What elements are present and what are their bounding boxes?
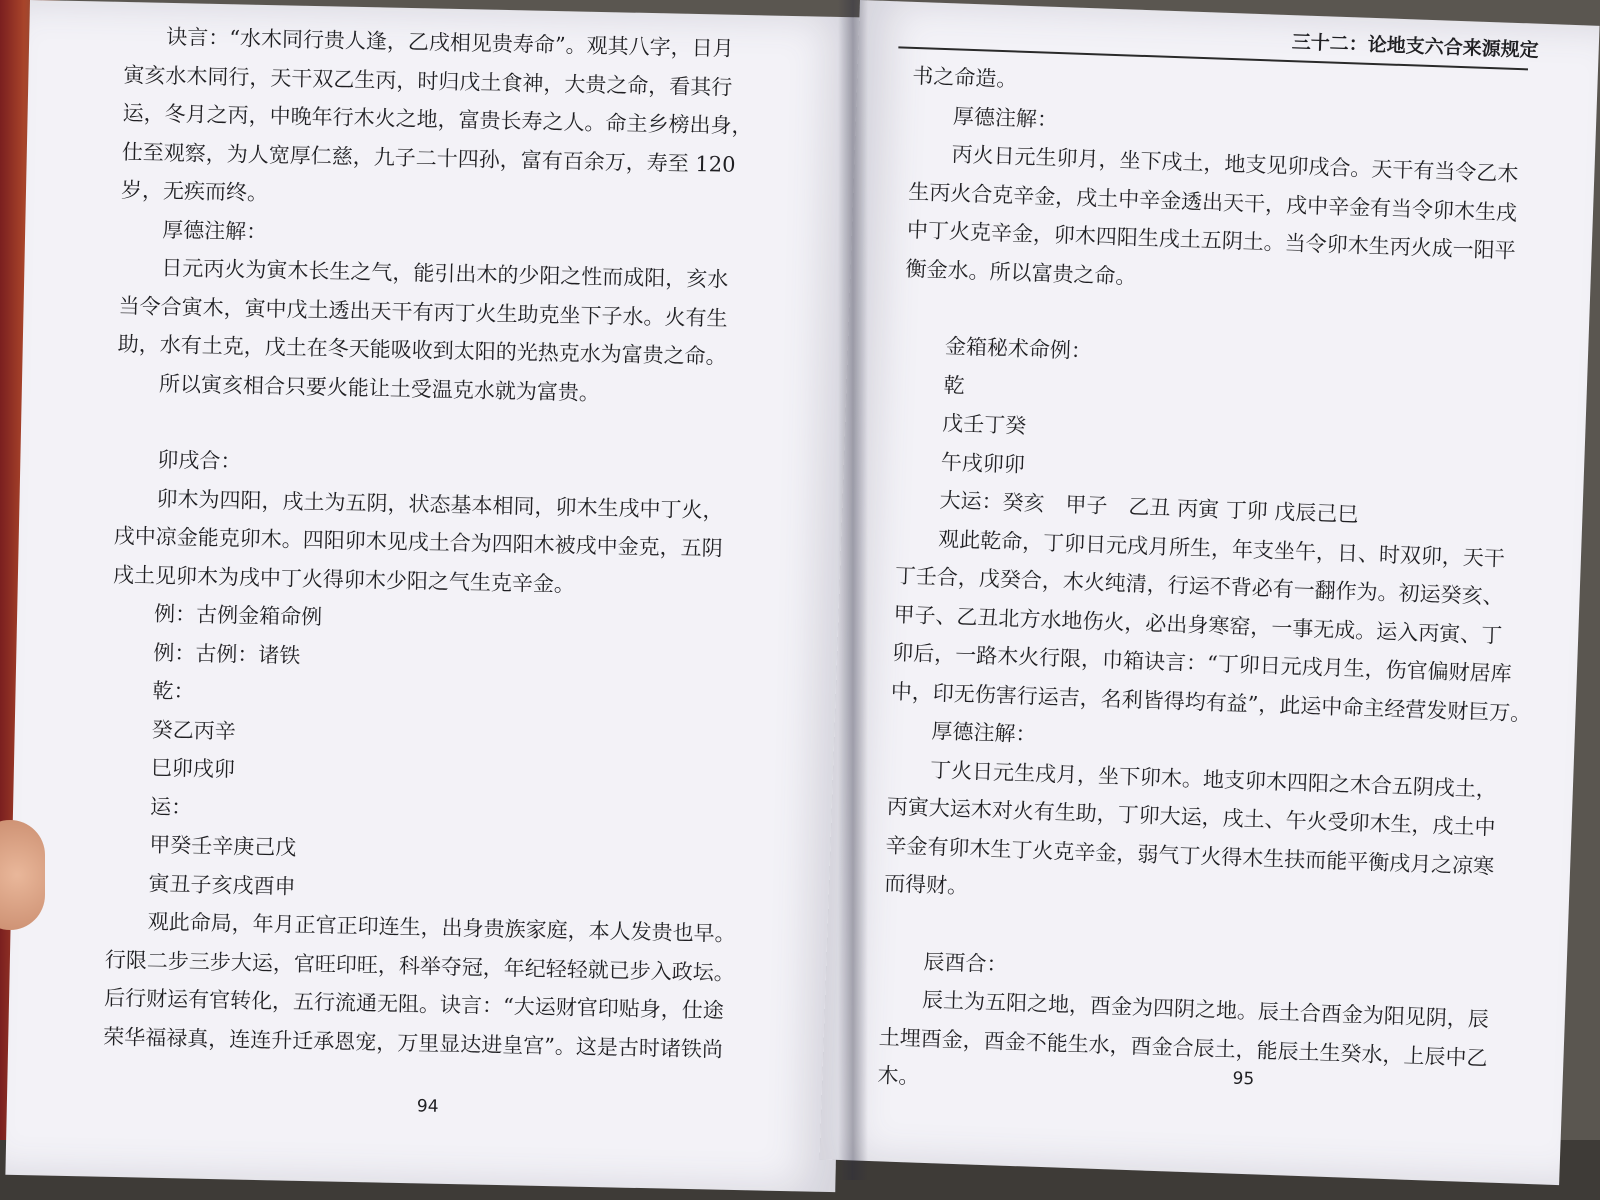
right-page-text [877, 57, 1553, 1117]
text-line: 乾 [943, 372, 966, 398]
left-page-number: 94 [416, 1096, 439, 1117]
text-line: 日元丙火为寅木长生之气，能引出木的少阳之性而成阳，亥水 [161, 255, 729, 292]
text-line: 寅丑子亥戌酉申 [148, 871, 296, 899]
text-line: 当令合寅木，寅中戊土透出天干有丙丁火生助克坐下子水。火有生 [118, 293, 728, 331]
right-page-number: 95 [1232, 1068, 1255, 1090]
text-line: 运： [149, 794, 193, 820]
text-line: 生丙火合克辛金，戌土中辛金透出天干，戌中辛金有当令卯木生戌 [907, 179, 1518, 225]
text-line: 甲子、乙丑北方水地伤火，必出身寒窑，一事无成。运入丙寅、丁 [893, 602, 1503, 648]
text-line: 木。 [877, 1063, 920, 1089]
text-line: 辰酉合： [923, 949, 1008, 977]
text-line: 辰土为五阳之地，酉金为四阴之地。辰土合酉金为阳见阴，辰 [921, 987, 1490, 1032]
text-line: 观此命局，年月正官正印连生，出身贵族家庭，本人发贵也早。 [147, 909, 736, 946]
text-line: 例：古例：诸铁 [153, 640, 301, 668]
text-line: 厚德注解： [931, 718, 1037, 747]
text-line: 仕至观察，为人宽厚仁慈，九子二十四孙，富有百余万，寿至 120 [121, 139, 736, 177]
text-line: 例：古例金箱命例 [153, 601, 323, 630]
text-line: 厚德注解： [161, 217, 268, 244]
running-head: 三十二：论地支六合来源规定 [1291, 31, 1540, 62]
text-line: 所以寅亥相合只要火能让土受温克水就为富贵。 [158, 371, 601, 405]
text-line: 癸乙丙辛 [151, 717, 236, 743]
text-line: 丁壬合，戊癸合，木火纯清，行运不背必有一翻作为。初运癸亥、 [894, 563, 1504, 609]
text-line: 午戌卯卯 [940, 449, 1026, 477]
text-line: 观此乾命，丁卯日元戌月所生，年支坐午，日、时双卯，天干 [937, 526, 1506, 571]
text-line: 运，冬月之丙，中晚年行木火之地，富贵长寿之人。命主乡榜出身， [122, 100, 753, 139]
text-line: 金箱秘术命例： [944, 334, 1093, 364]
text-line: 中，印无伤害行运吉，名利皆得均有益”，此运中命主经营发财巨万。 [890, 679, 1532, 726]
text-line: 丁火日元生戌月，坐下卯木。地支卯木四阳之木合五阴戌土， [929, 757, 1498, 802]
text-line: 丙寅大运木对火有生助，丁卯大运，戌土、午火受卯木生，戌土中 [886, 794, 1496, 840]
text-line: 卯戌合： [157, 447, 242, 474]
text-line: 岁，无疾而终。 [120, 177, 269, 206]
text-line: 土埋酉金，酉金不能生水，酉金合辰土，能辰土生癸水，上辰中乙 [878, 1024, 1488, 1071]
text-line: 卯后，一路木火行限，巾箱诀言：“丁卯日元戌月生，伤官偏财居库 [891, 640, 1513, 687]
text-line: 衡金水。所以富贵之命。 [905, 256, 1137, 289]
text-line: 荣华福禄真，连连升迁承恩宠，万里显达进皇宫”。这是古时诸铁尚 [103, 1024, 724, 1062]
text-line: 厚德注解： [952, 103, 1059, 132]
right-page [820, 0, 1600, 1185]
left-page-text [103, 17, 805, 1070]
text-line: 巳卯戌卯 [150, 755, 236, 782]
thumb [0, 820, 45, 930]
left-page [5, 0, 859, 1192]
text-line: 辛金有卯木生丁火克辛金，弱气丁火得木生扶而能平衡戌月之凉寒 [885, 832, 1495, 879]
text-line: 卯木为四阳，戌土为五阴，状态基本相同，卯木生戌中丁火， [156, 486, 724, 523]
text-line: 甲癸壬辛庚己戊 [149, 832, 297, 860]
text-line: 戌土见卯木为戌中丁火得卯木少阳之气生克辛金。 [112, 562, 576, 597]
text-line: 而得财。 [883, 871, 969, 899]
text-line: 助，水有土克，戊土在冬天能吸收到太阳的光热克水为富贵之命。 [117, 331, 727, 369]
text-line: 大运：癸亥 甲子 乙丑 丙寅 丁卯 戊辰己巳 [939, 488, 1359, 527]
text-line: 后行财运有官转化，五行流通无阻。诀言：“大运财官印贴身，仕途 [103, 985, 724, 1023]
text-line: 丙火日元生卯月，坐下戌土，地支见卯戌合。天干有当令乙木 [951, 142, 1519, 187]
text-line: 书之命造。 [911, 63, 1018, 92]
text-line: 戊壬丁癸 [941, 411, 1027, 439]
text-line: 戌中凉金能克卯木。四阳卯木见戌土合为四阳木被戌中金克，五阴 [113, 523, 723, 561]
text-line: 乾： [152, 678, 195, 704]
text-line: 诀言：“水木同行贵人逢，乙戌相见贵寿命”。观其八字，日月 [166, 24, 734, 61]
text-line: 行限二步三步大运，官旺印旺，科举夺冠，年纪轻轻就已步入政坛。 [104, 947, 736, 985]
text-line: 寅亥水木同行，天干双乙生丙，时归戊土食神，大贵之命，看其行 [123, 62, 733, 100]
book-gutter [838, 0, 868, 1180]
text-line: 中丁火克辛金，卯木四阳生戌土五阴土。当令卯木生丙火成一阳平 [906, 217, 1517, 264]
